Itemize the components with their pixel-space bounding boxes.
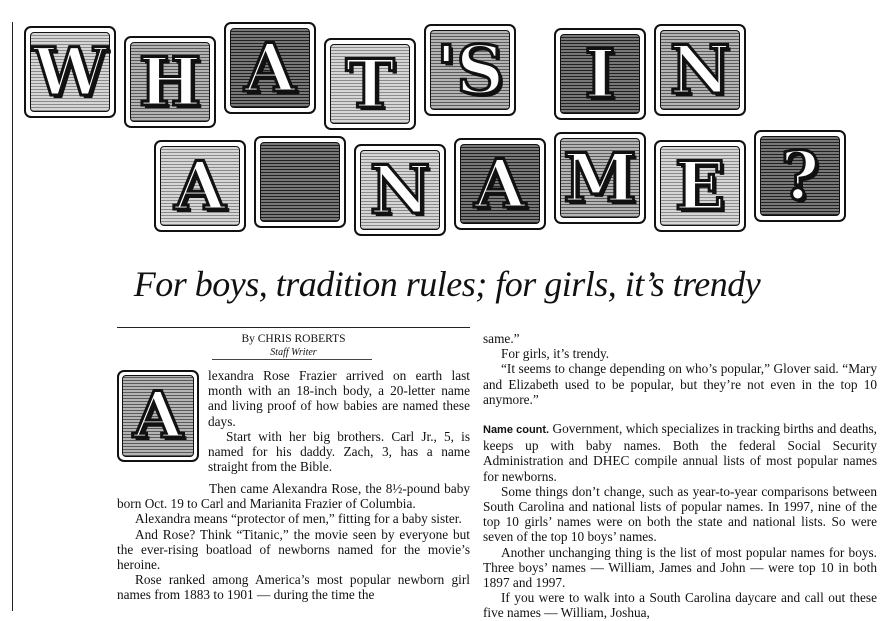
paragraph: Another unchanging thing is the list of most popular names for boys. Three boys’ names — William, James and John — were top 10 in both 1897 and 1997.	[483, 544, 877, 591]
headline-row-2	[154, 138, 854, 230]
column-2-body	[483, 331, 877, 621]
paragraph: Alexandra means “protector of men,” fitting for a baby sister.	[135, 511, 462, 527]
headline-letter: A	[174, 147, 226, 225]
section-runin: Name count.	[483, 424, 550, 437]
left-column-rule	[12, 22, 13, 611]
byline	[117, 333, 470, 359]
paragraph: Then came Alexandra Rose, the 8½-pound baby born Oct. 19 to Carl and Marianita Frazier of Columbia.	[117, 481, 470, 512]
paragraph: Rose ranked among America’s most popular newborn girl names from 1883 to 1901 — during the time the	[117, 572, 470, 603]
headline-tile	[654, 24, 746, 116]
paragraph-text: Government, which specializes in tracking births and deaths, keeps up with baby names. Both the federal Social Security Administration and DHEC compile annual lists of most popular names for newborns.	[483, 421, 877, 484]
headline-tile	[354, 144, 446, 236]
headline-letter: ?	[780, 137, 820, 215]
headline-tile	[124, 36, 216, 128]
headline-tile	[754, 130, 846, 222]
headline-tile	[424, 24, 516, 116]
headline-tile	[254, 136, 346, 228]
paragraph: For girls, it’s trendy.	[501, 346, 610, 362]
headline-letter: W	[32, 33, 108, 111]
headline-letter	[270, 149, 330, 215]
headline-row-1	[24, 22, 754, 123]
headline-tile	[554, 132, 646, 224]
byline-role: Staff Writer	[270, 347, 317, 358]
paragraph: same.”	[483, 331, 520, 346]
headline-tile	[324, 38, 416, 130]
headline-letter: N	[669, 31, 731, 109]
headline-letter: H	[138, 43, 202, 121]
byline-rule	[212, 359, 372, 360]
paragraph: Start with her big brothers. Carl Jr., 5, is named for his daddy. Zach, 3, has a name straight from the Bible.	[208, 428, 470, 475]
headline-letter: I	[584, 35, 616, 113]
subheadline: For boys, tradition rules; for girls, it’s trendy	[133, 264, 761, 304]
column-1-body	[117, 481, 470, 603]
headline-letter: M	[563, 139, 637, 217]
paragraph: lexandra Rose Frazier arrived on earth last month with an 18-inch body, a 20-letter name and living proof of how babies are named these days.	[208, 368, 470, 429]
headline-tile	[554, 28, 646, 120]
headline-letter: N	[369, 151, 431, 229]
headline-letter: A	[474, 145, 526, 223]
headline-tile	[654, 140, 746, 232]
paragraph: And Rose? Think “Titanic,” the movie seen by everyone but the ever-rising boatload of newborns named for the movie’s heroine.	[117, 526, 470, 573]
headline-tile	[154, 140, 246, 232]
dropcap-letter: A	[133, 378, 183, 453]
paragraph: Some things don’t change, such as year-to-year comparisons between South Carolina and national lists of popular names. In 1997, nine of the top 10 girls’ names were on both the state and national lists. So were seven of the top 10 boys’ names.	[483, 483, 877, 545]
headline-tile	[454, 138, 546, 230]
headline-letter: A	[244, 29, 296, 107]
dropcap-tile	[117, 370, 199, 462]
paragraph	[483, 421, 877, 484]
headline-letter: 'S	[436, 31, 504, 109]
headline-letter: T	[345, 45, 395, 123]
headline-letter: E	[674, 147, 726, 225]
headline-tile	[24, 26, 116, 118]
headline-tile	[224, 22, 316, 114]
column-top-rule	[117, 327, 470, 328]
byline-name: By CHRIS ROBERTS	[241, 333, 346, 345]
lead-paragraphs	[208, 368, 470, 474]
paragraph: “It seems to change depending on who’s popular,” Glover said. “Mary and Elizabeth used to be popular, but they’re not even in the top 10 anymore.”	[483, 361, 877, 407]
paragraph: If you were to walk into a South Carolina daycare and call out these five names — William, Joshua,	[483, 590, 877, 621]
